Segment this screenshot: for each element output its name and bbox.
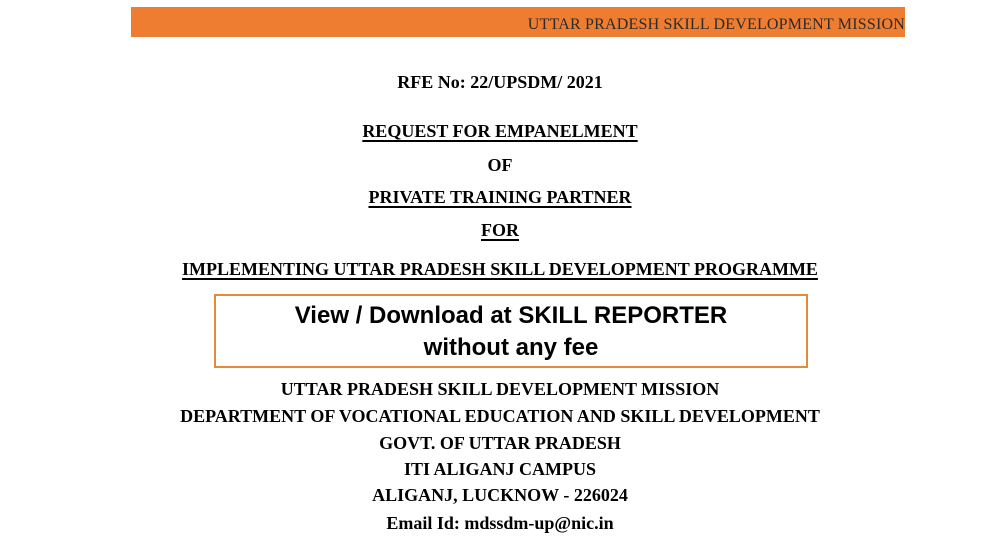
document-title-line-2	[0, 154, 1000, 176]
address-line-government: GOVT. OF UTTAR PRADESH	[379, 433, 621, 453]
header-band	[131, 7, 905, 37]
rfe-number: RFE No: 22/UPSDM/ 2021	[397, 72, 603, 92]
header-title: UTTAR PRADESH SKILL DEVELOPMENT MISSION	[527, 16, 905, 33]
document-title-line-4	[0, 219, 1000, 241]
address-line-department: DEPARTMENT OF VOCATIONAL EDUCATION AND SKILL DEVELOPMENT	[180, 406, 820, 426]
banner-line-2: without any fee	[423, 334, 599, 361]
title-implementing-programme: IMPLEMENTING UTTAR PRADESH SKILL DEVELOPMENT PROGRAMME	[182, 259, 818, 279]
banner-line-1: View / Download at SKILL REPORTER	[294, 302, 728, 329]
title-of: OF	[487, 155, 513, 175]
document-title-line-1	[0, 120, 1000, 142]
address-line-campus: ITI ALIGANJ CAMPUS	[403, 459, 597, 479]
title-for: FOR	[481, 220, 519, 240]
email-line: Email Id: mdssdm-up@nic.in	[386, 513, 614, 533]
title-request-for-empanelment: REQUEST FOR EMPANELMENT	[362, 121, 638, 141]
document-title-line-5	[0, 258, 1000, 280]
document-title-line-3	[0, 186, 1000, 208]
address-line-mission: UTTAR PRADESH SKILL DEVELOPMENT MISSION	[280, 379, 720, 399]
skill-reporter-banner[interactable]	[214, 294, 808, 368]
address-line-city: ALIGANJ, LUCKNOW - 226024	[372, 485, 628, 505]
title-private-training-partner: PRIVATE TRAINING PARTNER	[368, 187, 632, 207]
